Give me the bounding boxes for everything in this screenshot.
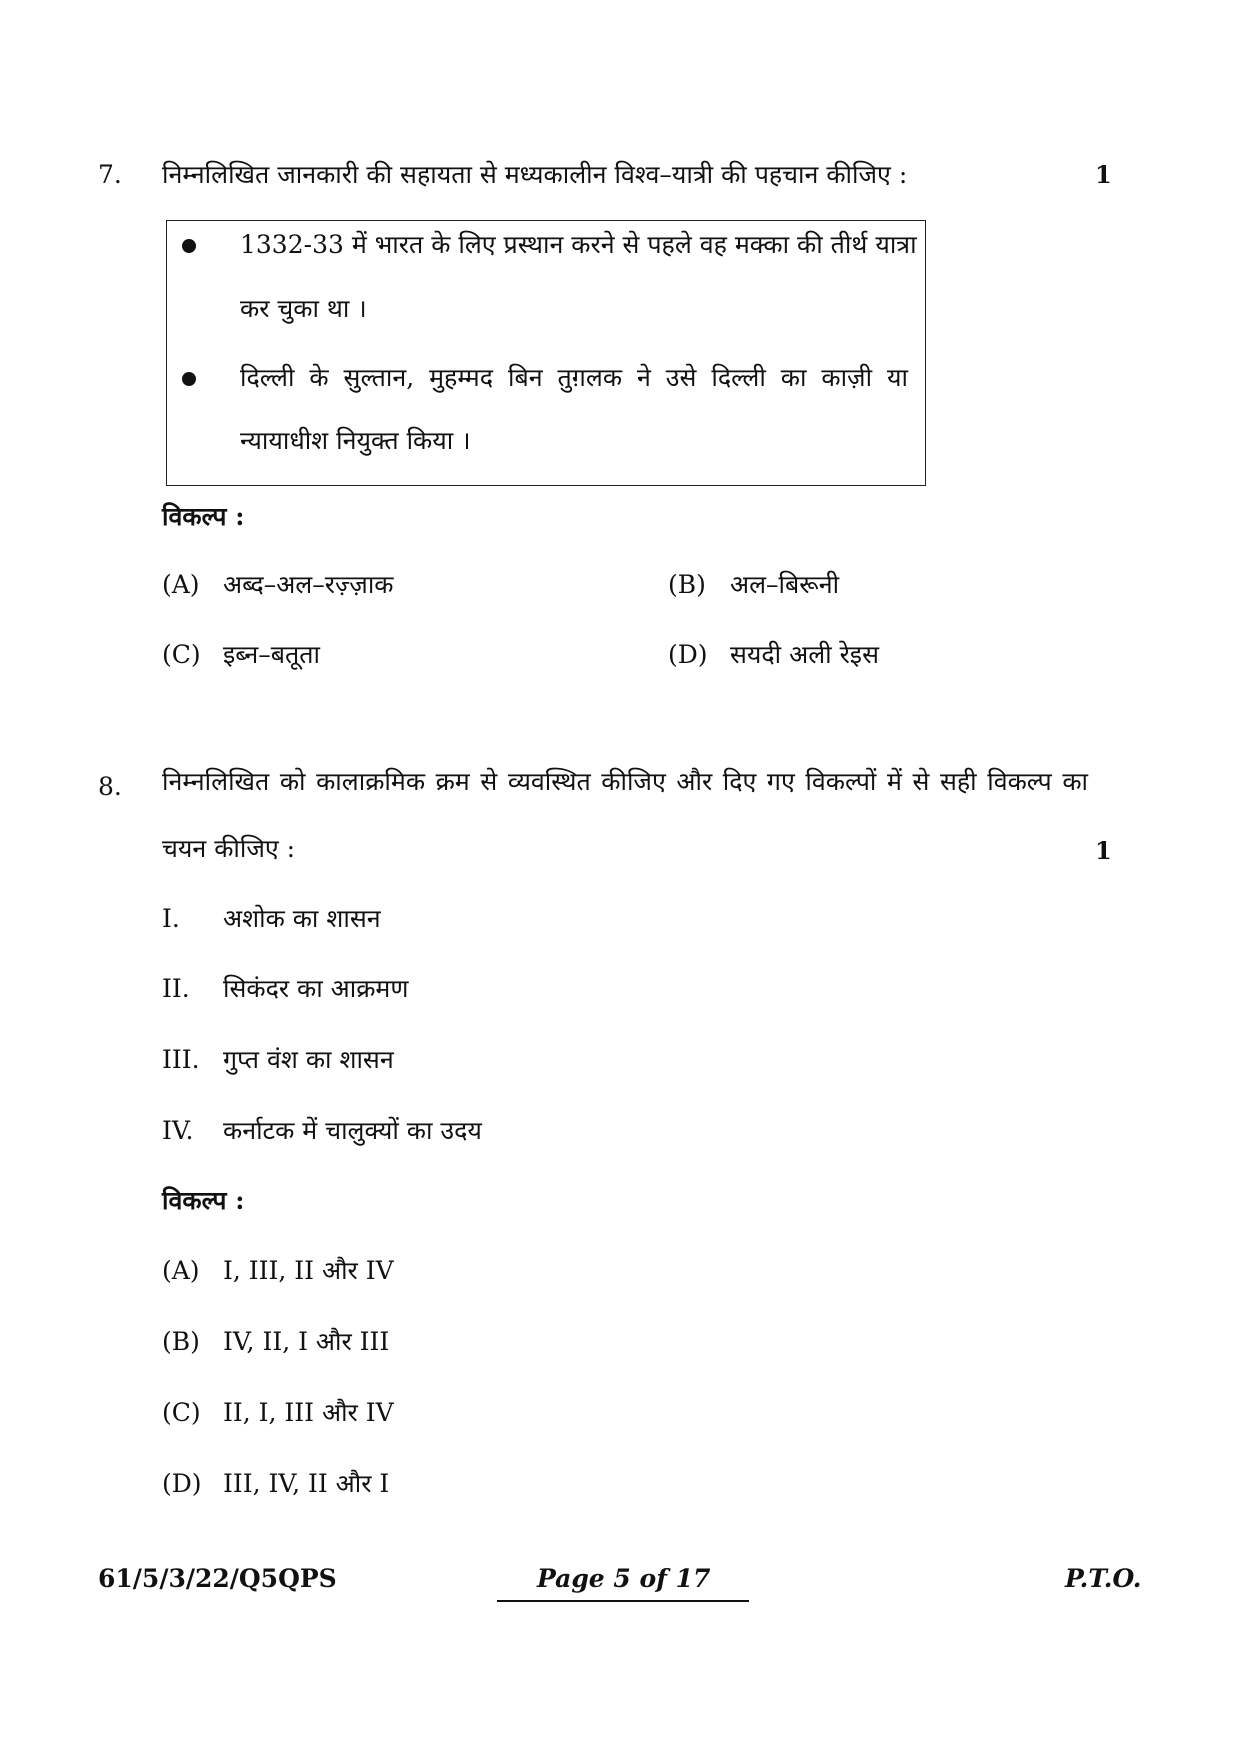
footer-page-underline: [497, 1600, 749, 1602]
q7-option-a-text: अब्द–अल–रज़्ज़ाक: [223, 570, 394, 599]
q8-item-1-text: अशोक का शासन: [223, 904, 381, 933]
q7-option-b-text: अल–बिरूनी: [730, 570, 840, 599]
q8-number: 8.: [98, 772, 122, 801]
q8-item-1-key: I.: [162, 904, 180, 933]
bullet-icon: [182, 372, 196, 386]
q7-option-b-key: (B): [668, 570, 706, 599]
q7-question-text: निम्नलिखित जानकारी की सहायता से मध्यकालीन विश्व–यात्री की पहचान कीजिए :: [162, 160, 908, 189]
q8-question-line1: निम्नलिखित को कालाक्रमिक क्रम से व्यवस्थित कीजिए और दिए गए विकल्पों में से सही विकल्प का: [162, 767, 1088, 796]
q8-option-d-text: III, IV, II और I: [223, 1469, 390, 1498]
q7-marks: 1: [1095, 160, 1112, 189]
q7-bullet-2-line1: दिल्ली के सुल्तान, मुहम्मद बिन तुग़लक ने उसे दिल्ली का काज़ी या: [240, 363, 908, 392]
q8-item-4-key: IV.: [162, 1116, 194, 1145]
q8-item-4-text: कर्नाटक में चालुक्यों का उदय: [223, 1116, 482, 1145]
q8-marks: 1: [1095, 836, 1112, 865]
q8-item-2-key: II.: [162, 974, 190, 1003]
q8-option-c-text: II, I, III और IV: [223, 1398, 394, 1427]
q7-option-d-text: सयदी अली रेइस: [730, 640, 879, 669]
q7-option-c-text: इब्न–बतूता: [223, 640, 320, 669]
q7-option-a-key: (A): [162, 570, 200, 599]
footer-paper-code: 61/5/3/22/Q5QPS: [98, 1564, 337, 1593]
q7-options-label: विकल्प :: [162, 502, 245, 531]
q8-option-d-key: (D): [162, 1469, 202, 1498]
q8-options-label: विकल्प :: [162, 1186, 245, 1215]
q8-item-3-text: गुप्त वंश का शासन: [223, 1045, 394, 1074]
q7-number: 7.: [98, 160, 122, 189]
q7-bullet-1-line2: कर चुका था ।: [240, 294, 367, 323]
q8-option-b-key: (B): [162, 1327, 200, 1356]
q7-bullet-2-line2: न्यायाधीश नियुक्त किया ।: [240, 426, 471, 455]
q7-bullet-1-line1: 1332-33 में भारत के लिए प्रस्थान करने से पहले वह मक्का की तीर्थ यात्रा: [240, 230, 917, 259]
bullet-icon: [182, 239, 196, 253]
footer-page-number: Page 5 of 17: [537, 1564, 711, 1593]
q8-question-line2: चयन कीजिए :: [162, 834, 296, 863]
q8-item-2-text: सिकंदर का आक्रमण: [223, 974, 409, 1003]
q8-option-a-text: I, III, II और IV: [223, 1256, 394, 1285]
q7-option-d-key: (D): [668, 640, 708, 669]
q8-option-b-text: IV, II, I और III: [223, 1327, 390, 1356]
q8-option-c-key: (C): [162, 1398, 201, 1427]
footer-pto: P.T.O.: [1065, 1564, 1142, 1593]
q7-option-c-key: (C): [162, 640, 201, 669]
q8-item-3-key: III.: [162, 1045, 200, 1074]
q8-option-a-key: (A): [162, 1256, 200, 1285]
